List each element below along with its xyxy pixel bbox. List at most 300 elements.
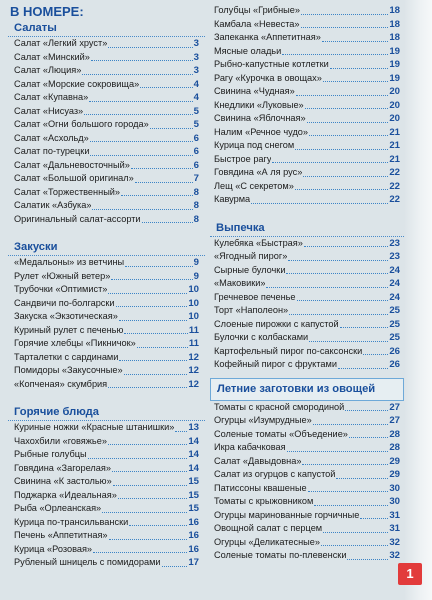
contents-entry: [8, 199, 205, 213]
contents-entry: [8, 435, 205, 449]
entry-title: Лещ «С секретом»: [214, 180, 294, 191]
dotted-leader: [91, 60, 193, 61]
contents-entry: [210, 112, 404, 126]
section-list-salads: [8, 37, 205, 226]
dotted-leader: [119, 360, 187, 361]
entry-title: Кулебяка «Быстрая»: [214, 237, 303, 248]
dotted-leader: [137, 347, 188, 348]
entry-title: Кофейный пирог с фруктами: [214, 359, 337, 369]
dotted-leader: [90, 141, 193, 142]
entry-page-number: 21: [389, 126, 400, 138]
entry-page-number: 6: [193, 132, 199, 144]
contents-entry: [8, 351, 205, 365]
entry-title: Салат «Дальневосточный»: [14, 159, 130, 170]
contents-entry: [8, 37, 205, 51]
entry-page-number: 5: [193, 119, 199, 130]
contents-entry: [210, 99, 404, 113]
contents-entry: [210, 455, 404, 469]
dotted-leader: [321, 545, 388, 546]
dotted-leader: [313, 424, 389, 425]
dotted-leader: [112, 471, 187, 472]
dotted-leader: [175, 431, 187, 432]
entry-title: Оригинальный салат-ассорти: [14, 213, 141, 224]
contents-entry: [8, 78, 205, 92]
dotted-leader: [266, 287, 388, 288]
contents-entry: [210, 139, 404, 153]
entry-title: Камбала «Невеста»: [214, 18, 300, 29]
entry-page-number: 16: [188, 543, 199, 555]
contents-entry: [210, 250, 404, 264]
entry-title: Салат по-турецки: [14, 146, 90, 156]
entry-page-number: 31: [389, 509, 400, 521]
contents-entry: [8, 516, 205, 530]
contents-entry: [210, 304, 404, 318]
dotted-leader: [92, 209, 192, 210]
entry-title: Булочки с колбасками: [214, 332, 309, 342]
contents-entry: [210, 4, 404, 18]
section-title-snacks: Закуски: [8, 240, 205, 256]
section-list-snacks: [8, 256, 205, 391]
dotted-leader: [124, 374, 188, 375]
entry-page-number: 23: [389, 251, 400, 262]
contents-entry: [210, 291, 404, 305]
dotted-leader: [129, 525, 187, 526]
section-list-preserves: [210, 401, 404, 563]
dotted-leader: [308, 491, 389, 492]
entry-page-number: 8: [193, 186, 199, 198]
entry-title: Огурцы маринованные горчичные: [214, 509, 360, 520]
entry-page-number: 23: [389, 237, 400, 249]
contents-entry: [8, 364, 205, 378]
entry-page-number: 26: [389, 359, 400, 370]
contents-entry: [210, 166, 404, 180]
entry-title: Соленые томаты по-плевенски: [214, 550, 347, 560]
dotted-leader: [307, 122, 389, 123]
dotted-leader: [295, 189, 389, 190]
entry-page-number: 24: [389, 291, 400, 303]
contents-entry: [8, 543, 205, 557]
contents-entry: [210, 180, 404, 194]
contents-entry: [210, 509, 404, 523]
contents-entry: [8, 337, 205, 351]
entry-page-number: 25: [389, 332, 400, 343]
contents-entry: [210, 277, 404, 291]
dotted-leader: [322, 41, 388, 42]
entry-title: Гречневое печенье: [214, 291, 296, 302]
entry-title: Печень «Аппетитная»: [14, 530, 108, 540]
dotted-leader: [287, 451, 389, 452]
entry-title: Картофельный пирог по-саксонски: [214, 345, 363, 356]
entry-page-number: 3: [193, 51, 199, 63]
contents-entry: [8, 378, 205, 392]
contents-entry: [8, 462, 205, 476]
entry-page-number: 3: [193, 38, 199, 49]
contents-entry: [8, 297, 205, 311]
entry-page-number: 6: [193, 159, 199, 171]
entry-title: Куриные ножки «Красные штанишки»: [14, 422, 175, 432]
contents-entry: [210, 522, 404, 536]
entry-title: Торт «Наполеон»: [214, 305, 289, 315]
entry-page-number: 3: [193, 65, 199, 76]
contents-entry: [210, 441, 404, 455]
dotted-leader: [89, 101, 192, 102]
contents-entry: [210, 401, 404, 415]
dotted-leader: [82, 74, 192, 75]
dotted-leader: [140, 87, 192, 88]
entry-page-number: 10: [188, 311, 199, 322]
dotted-leader: [349, 437, 388, 438]
dotted-leader: [347, 559, 388, 560]
entry-title: Запеканка «Аппетитная»: [214, 32, 321, 42]
contents-entry: [210, 495, 404, 509]
entry-title: Налим «Речное чудо»: [214, 126, 309, 137]
entry-title: Тарталетки с сардинами: [14, 351, 119, 362]
entry-page-number: 27: [389, 401, 400, 413]
section-list-hot-right: [210, 4, 404, 207]
dotted-leader: [297, 300, 389, 301]
entry-page-number: 18: [389, 18, 400, 30]
entry-page-number: 20: [389, 99, 400, 111]
entry-title: Рагу «Курочка в овощах»: [214, 72, 322, 83]
dotted-leader: [314, 505, 388, 506]
entry-page-number: 12: [188, 351, 199, 363]
entry-title: Говядина «А ля рус»: [214, 167, 303, 177]
entry-page-number: 13: [188, 422, 199, 433]
contents-entry: [8, 489, 205, 503]
entry-page-number: 8: [193, 213, 199, 225]
entry-title: Огурцы «Изумрудные»: [214, 415, 312, 425]
dotted-leader: [135, 182, 193, 183]
dotted-leader: [309, 341, 388, 342]
entry-title: Курица «Розовая»: [14, 543, 93, 554]
entry-title: Салатик «Азбука»: [14, 200, 92, 210]
entry-title: Томаты с красной смородиной: [214, 401, 345, 412]
entry-page-number: 14: [188, 435, 199, 447]
entry-title: Салат из огурцов с капустой: [214, 469, 336, 479]
contents-entry: [210, 345, 404, 359]
contents-entry: [210, 18, 404, 32]
entry-title: Огурцы «Деликатесные»: [214, 536, 320, 547]
entry-title: «Копченая» скумбрия: [14, 378, 108, 389]
dotted-leader: [150, 128, 193, 129]
dotted-leader: [108, 47, 192, 48]
dotted-leader: [286, 273, 388, 274]
entry-title: Свинина «К застолью»: [14, 476, 112, 486]
entry-page-number: 32: [389, 550, 400, 561]
dotted-leader: [301, 27, 389, 28]
contents-entry: [210, 193, 404, 207]
entry-title: Салат «Асхольд»: [14, 132, 89, 143]
contents-entry: [8, 145, 205, 159]
dotted-leader: [119, 320, 187, 321]
dotted-leader: [113, 485, 188, 486]
entry-page-number: 19: [389, 45, 400, 57]
section-box-preserves: [210, 378, 404, 401]
entry-title: Трубочки «Оптимист»: [14, 284, 108, 294]
contents-entry: [210, 468, 404, 482]
entry-title: Овощной салат с перцем: [214, 523, 323, 533]
contents-entry: [210, 318, 404, 332]
entry-title: Салат «Огни большого города»: [14, 119, 149, 129]
entry-page-number: 8: [193, 200, 199, 211]
entry-title: Быстрое рагу: [214, 153, 272, 164]
entry-title: Салат «Торжественный»: [14, 186, 121, 197]
contents-entry: [8, 324, 205, 338]
entry-page-number: 28: [389, 428, 400, 440]
dotted-leader: [162, 566, 188, 567]
entry-page-number: 22: [389, 194, 400, 205]
section-list-hot-left: [8, 421, 205, 570]
dotted-leader: [336, 478, 388, 479]
entry-page-number: 9: [193, 257, 199, 268]
entry-page-number: 29: [389, 455, 400, 467]
dotted-leader: [303, 176, 388, 177]
dotted-leader: [108, 387, 187, 388]
dotted-leader: [102, 512, 187, 513]
entry-title: Салат «Люция»: [14, 65, 82, 75]
contents-entry: [8, 172, 205, 186]
entry-page-number: 29: [389, 469, 400, 480]
contents-entry: [210, 264, 404, 278]
contents-entry: [8, 529, 205, 543]
entry-title: Кавурма: [214, 194, 251, 204]
dotted-leader: [338, 368, 388, 369]
entry-title: Помидоры «Закусочные»: [14, 365, 123, 375]
entry-title: Закуска «Экзотическая»: [14, 311, 118, 321]
dotted-leader: [116, 306, 188, 307]
dotted-leader: [305, 108, 389, 109]
entry-title: Рубленый шницель с помидорами: [14, 557, 161, 567]
dotted-leader: [301, 14, 388, 15]
contents-entry: [210, 536, 404, 550]
entry-title: Поджарка «Идеальная»: [14, 489, 117, 500]
contents-entry: [210, 482, 404, 496]
dotted-leader: [108, 293, 187, 294]
contents-entry: [8, 475, 205, 489]
dotted-leader: [295, 149, 388, 150]
contents-entry: [8, 105, 205, 119]
entry-page-number: 12: [188, 378, 199, 390]
entry-page-number: 14: [188, 462, 199, 474]
dotted-leader: [272, 162, 388, 163]
entry-page-number: 14: [188, 449, 199, 460]
entry-page-number: 21: [389, 153, 400, 165]
contents-entry: [210, 237, 404, 251]
contents-entry: [8, 64, 205, 78]
entry-page-number: 4: [193, 78, 199, 90]
section-title-salads: Салаты: [8, 21, 205, 37]
dotted-leader: [296, 95, 389, 96]
contents-entry: [8, 132, 205, 146]
contents-column-right: [210, 4, 404, 563]
section-title-preserves: Летние заготовки из овощей: [217, 382, 376, 395]
entry-page-number: 20: [389, 113, 400, 124]
entry-title: Говядина «Загорелая»: [14, 462, 111, 473]
contents-entry: [8, 186, 205, 200]
entry-page-number: 32: [389, 536, 400, 548]
dotted-leader: [118, 498, 187, 499]
entry-page-number: 27: [389, 415, 400, 426]
contents-entry: [210, 428, 404, 442]
dotted-leader: [109, 539, 188, 540]
contents-entry: [210, 72, 404, 86]
dotted-leader: [251, 203, 388, 204]
entry-page-number: 16: [188, 530, 199, 541]
dotted-leader: [111, 279, 192, 280]
dotted-leader: [282, 54, 388, 55]
dotted-leader: [84, 114, 192, 115]
entry-page-number: 25: [389, 318, 400, 330]
contents-entry: [8, 91, 205, 105]
contents-entry: [210, 31, 404, 45]
entry-title: Куриный рулет с печенью: [14, 324, 124, 335]
entry-page-number: 9: [193, 270, 199, 282]
contents-entry: [8, 51, 205, 65]
contents-entry: [8, 421, 205, 435]
entry-title: Соленые томаты «Объедение»: [214, 428, 348, 439]
entry-title: Рыбные голубцы: [14, 449, 87, 459]
entry-title: Рыбно-капустные котлетки: [214, 59, 329, 69]
entry-page-number: 7: [193, 173, 199, 184]
dotted-leader: [121, 195, 193, 196]
section-title-hot: Горячие блюда: [8, 405, 205, 421]
entry-page-number: 15: [188, 476, 199, 487]
contents-entry: [210, 58, 404, 72]
entry-title: Голубцы «Грибные»: [214, 5, 300, 15]
dotted-leader: [108, 444, 187, 445]
entry-title: Свинина «Чудная»: [214, 86, 295, 96]
entry-page-number: 18: [389, 5, 400, 16]
entry-page-number: 18: [389, 32, 400, 43]
dotted-leader: [142, 222, 193, 223]
entry-page-number: 6: [193, 146, 199, 157]
entry-title: «Ягодный пирог»: [214, 251, 288, 261]
dotted-leader: [309, 135, 388, 136]
contents-title: В НОМЕРЕ:: [10, 4, 84, 19]
entry-page-number: 20: [389, 86, 400, 97]
contents-entry: [8, 502, 205, 516]
entry-title: Мясные оладьи: [214, 45, 282, 56]
entry-page-number: 26: [389, 345, 400, 357]
dotted-leader: [302, 464, 388, 465]
entry-page-number: 24: [389, 278, 400, 289]
entry-page-number: 22: [389, 167, 400, 178]
dotted-leader: [88, 458, 188, 459]
contents-entry: [8, 270, 205, 284]
contents-entry: [8, 448, 205, 462]
dotted-leader: [125, 266, 193, 267]
dotted-leader: [363, 354, 388, 355]
entry-page-number: 17: [188, 557, 199, 568]
entry-title: Икра кабачковая: [214, 442, 286, 452]
contents-entry: [210, 358, 404, 372]
entry-title: Свинина «Яблочная»: [214, 113, 306, 123]
dotted-leader: [124, 333, 188, 334]
entry-page-number: 31: [389, 523, 400, 534]
entry-page-number: 21: [389, 140, 400, 151]
dotted-leader: [304, 246, 388, 247]
entry-title: Салат «Большой оригинал»: [14, 173, 134, 183]
entry-title: Курица под снегом: [214, 140, 295, 150]
contents-entry: [8, 159, 205, 173]
entry-page-number: 15: [188, 503, 199, 514]
contents-entry: [8, 256, 205, 270]
entry-title: Салат «Легкий хруст»: [14, 38, 108, 48]
entry-title: Салат «Минский»: [14, 51, 90, 62]
page-number-badge: 1: [398, 563, 422, 585]
entry-page-number: 19: [389, 72, 400, 84]
entry-title: Сырные булочки: [214, 264, 286, 275]
entry-title: Рыба «Орлеанская»: [14, 503, 102, 513]
contents-entry: [8, 213, 205, 227]
entry-page-number: 22: [389, 180, 400, 192]
contents-column-left: [8, 4, 205, 570]
entry-title: Патиссоны квашеные: [214, 482, 307, 493]
entry-page-number: 12: [188, 365, 199, 376]
entry-title: «Маковики»: [214, 278, 266, 288]
entry-title: Салат «Давыдовна»: [214, 455, 302, 466]
entry-page-number: 30: [389, 496, 400, 507]
entry-title: Чахохбили «говяжье»: [14, 435, 107, 446]
contents-entry: [210, 85, 404, 99]
entry-title: Салат «Морские сокровища»: [14, 78, 140, 89]
entry-page-number: 15: [188, 489, 199, 501]
dotted-leader: [323, 532, 388, 533]
contents-entry: [210, 331, 404, 345]
contents-entry: [210, 549, 404, 563]
dotted-leader: [90, 155, 192, 156]
dotted-leader: [330, 68, 389, 69]
entry-page-number: 10: [188, 284, 199, 295]
entry-title: «Медальоны» из ветчины: [14, 257, 125, 267]
contents-entry: [8, 556, 205, 570]
dotted-leader: [323, 81, 388, 82]
entry-title: Томаты с крыжовником: [214, 496, 314, 506]
dotted-leader: [288, 260, 388, 261]
entry-title: Салат «Нисуаз»: [14, 105, 84, 116]
section-list-baking: [210, 237, 404, 372]
entry-title: Курица по-трансильвански: [14, 516, 129, 527]
entry-page-number: 19: [389, 59, 400, 70]
contents-entry: [210, 45, 404, 59]
dotted-leader: [340, 327, 389, 328]
entry-page-number: 4: [193, 92, 199, 103]
entry-page-number: 11: [188, 324, 199, 336]
dotted-leader: [131, 168, 193, 169]
dotted-leader: [93, 552, 187, 553]
dotted-leader: [289, 314, 388, 315]
contents-entry: [210, 414, 404, 428]
entry-title: Салат «Купавна»: [14, 92, 89, 102]
entry-page-number: 24: [389, 264, 400, 276]
contents-entry: [8, 283, 205, 297]
contents-entry: [8, 310, 205, 324]
contents-entry: [210, 153, 404, 167]
entry-title: Рулет «Южный ветер»: [14, 270, 111, 281]
contents-entry: [8, 118, 205, 132]
entry-page-number: 16: [188, 516, 199, 528]
page-edge-shadow: [404, 0, 432, 600]
entry-page-number: 10: [188, 297, 199, 309]
entry-page-number: 28: [389, 442, 400, 453]
dotted-leader: [360, 518, 388, 519]
entry-page-number: 11: [188, 338, 199, 349]
entry-title: Сандвичи по-болгарски: [14, 297, 115, 308]
section-title-baking: Выпечка: [210, 221, 404, 237]
entry-page-number: 25: [389, 305, 400, 316]
entry-title: Горячие хлебцы «Пикничок»: [14, 338, 136, 348]
entry-title: Слоеные пирожки с капустой: [214, 318, 339, 329]
